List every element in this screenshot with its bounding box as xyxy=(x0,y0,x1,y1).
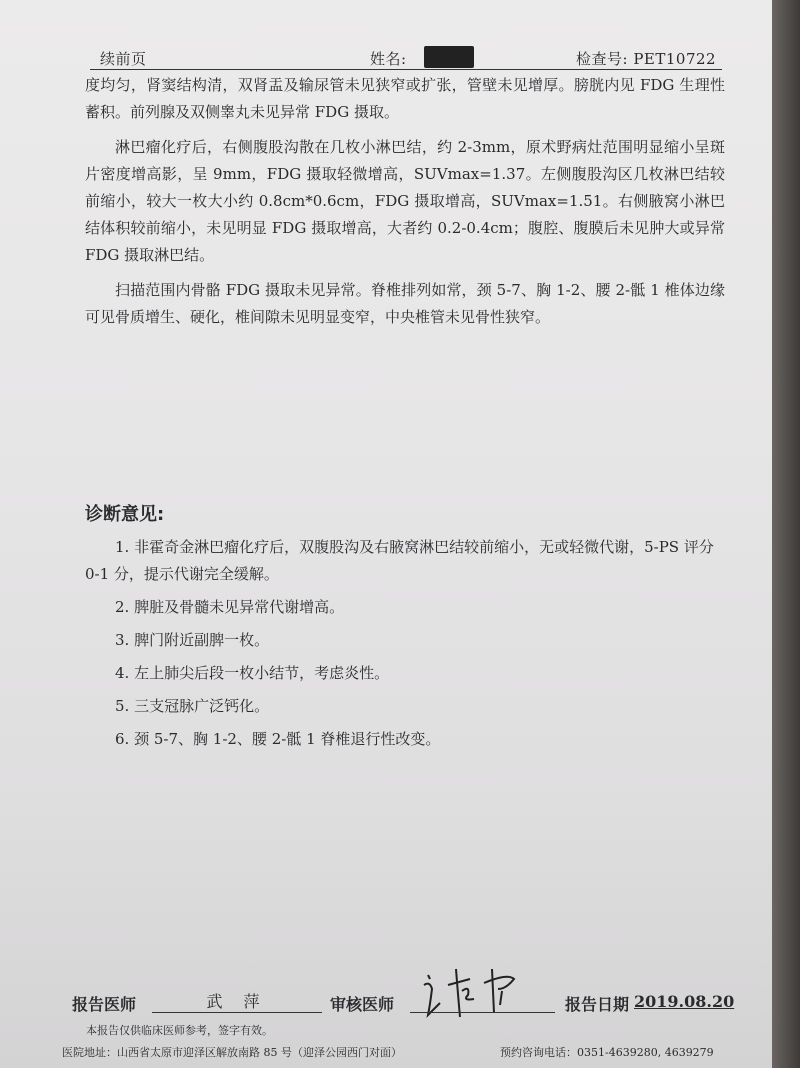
background-edge xyxy=(772,0,800,1068)
report-doctor-name: 武 萍 xyxy=(152,988,322,1013)
report-doctor-label: 报告医师 xyxy=(72,995,137,1014)
redacted-name xyxy=(424,46,474,68)
findings-section xyxy=(85,72,725,339)
diagnosis-item: 6. 颈 5-7、胸 1-2、腰 2-骶 1 脊椎退行性改变。 xyxy=(115,730,441,748)
page-header xyxy=(0,40,772,70)
findings-paragraph: 扫描范围内骨骼 FDG 摄取未见异常。脊椎排列如常，颈 5-7、胸 1-2、腰 2-骶 1 椎体边缘可见骨质增生、硬化，椎间隙未见明显变窄，中央椎管未见骨性狭窄。 xyxy=(85,281,725,326)
disclaimer-note: 本报告仅供临床医师参考，签字有效。 xyxy=(86,1024,273,1037)
diagnosis-item: 2. 脾脏及骨髓未见异常代谢增高。 xyxy=(115,598,345,616)
diagnosis-item: 5. 三支冠脉广泛钙化。 xyxy=(115,697,270,715)
findings-paragraph: 度均匀，肾窦结构清，双肾盂及输尿管未见狭窄或扩张，管壁未见增厚。膀胱内见 FDG 生理性蓄积。前列腺及双侧睾丸未见异常 FDG 摄取。 xyxy=(85,76,725,121)
diagnosis-item: 4. 左上肺尖后段一枚小结节，考虑炎性。 xyxy=(115,664,390,682)
hospital-address: 医院地址：山西省太原市迎泽区解放南路 85 号（迎泽公园西门对面） xyxy=(62,1046,402,1059)
continued-label: 续前页 xyxy=(100,50,147,68)
hospital-address-row xyxy=(62,1044,762,1060)
review-doctor-label: 审核医师 xyxy=(330,995,395,1014)
signature-row xyxy=(0,988,772,1018)
header-divider xyxy=(90,69,722,70)
patient-name-label: 姓名: xyxy=(370,50,407,68)
review-signature-line xyxy=(410,1012,555,1013)
report-date: 2019.08.20 xyxy=(634,992,735,1011)
findings-paragraph: 淋巴瘤化疗后，右侧腹股沟散在几枚小淋巴结，约 2-3mm，原术野病灶范围明显缩小呈斑片密度增高影，呈 9mm，FDG 摄取轻微增高，SUVmax=1.37。左侧腹股沟区几枚淋巴结较前缩小，较大一枚大小约 0.8cm*0.6cm，FDG 摄取增高，SUVmax=1.51。右侧腋窝小淋巴结体积较前缩小，未见明显 FDG 摄取增高，大者约 0.2-0.4cm；腹腔、腹膜后未见肿大或异常 FDG 摄取淋巴结。 xyxy=(85,138,725,264)
diagnosis-item: 3. 脾门附近副脾一枚。 xyxy=(115,631,270,649)
appointment-hotline: 预约咨询电话：0351-4639280, 4639279 xyxy=(500,1046,714,1059)
diagnosis-list xyxy=(85,534,725,759)
exam-number: 检查号: PET10722 xyxy=(576,50,717,68)
diagnosis-title: 诊断意见: xyxy=(85,504,165,525)
diagnosis-item: 1. 非霍奇金淋巴瘤化疗后，双腹股沟及右腋窝淋巴结较前缩小，无或轻微代谢，5-PS 评分 0-1 分，提示代谢完全缓解。 xyxy=(85,538,714,583)
report-date-label: 报告日期 xyxy=(565,995,630,1014)
